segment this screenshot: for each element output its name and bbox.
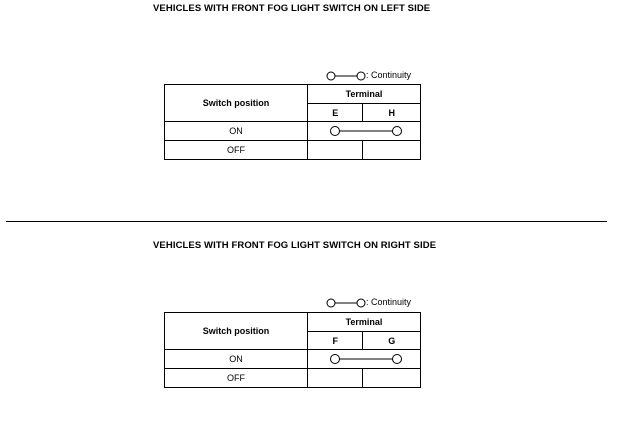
terminal-label: G bbox=[363, 332, 421, 350]
continuity-table-right bbox=[164, 312, 421, 388]
legend-label: : Continuity bbox=[366, 70, 412, 80]
terminal-label: H bbox=[363, 104, 421, 122]
position-cell: OFF bbox=[165, 141, 308, 160]
continuity-symbol-icon bbox=[308, 125, 420, 137]
terminal-header: Terminal bbox=[308, 85, 421, 104]
switch-position-header: Switch position bbox=[165, 313, 308, 350]
switch-position-header: Switch position bbox=[165, 85, 308, 122]
section-title-left: VEHICLES WITH FRONT FOG LIGHT SWITCH ON LEFT SIDE bbox=[153, 3, 431, 14]
continuity-symbol-icon bbox=[326, 298, 366, 308]
continuity-cell bbox=[308, 122, 421, 141]
terminal-label: E bbox=[308, 104, 363, 122]
position-cell: ON bbox=[165, 122, 308, 141]
empty-cell bbox=[308, 141, 363, 160]
terminal-label: F bbox=[308, 332, 363, 350]
section-title-right: VEHICLES WITH FRONT FOG LIGHT SWITCH ON RIGHT SIDE bbox=[153, 240, 437, 251]
position-cell: ON bbox=[165, 350, 308, 369]
empty-cell bbox=[308, 369, 363, 388]
position-cell: OFF bbox=[165, 369, 308, 388]
section-divider bbox=[6, 221, 607, 222]
continuity-cell bbox=[308, 350, 421, 369]
continuity-table-left bbox=[164, 84, 421, 160]
continuity-symbol-icon bbox=[308, 353, 420, 365]
continuity-legend bbox=[326, 297, 411, 308]
empty-cell bbox=[363, 141, 421, 160]
empty-cell bbox=[363, 369, 421, 388]
legend-label: : Continuity bbox=[366, 297, 412, 307]
continuity-symbol-icon bbox=[326, 71, 366, 81]
continuity-legend bbox=[326, 70, 411, 81]
terminal-header: Terminal bbox=[308, 313, 421, 332]
